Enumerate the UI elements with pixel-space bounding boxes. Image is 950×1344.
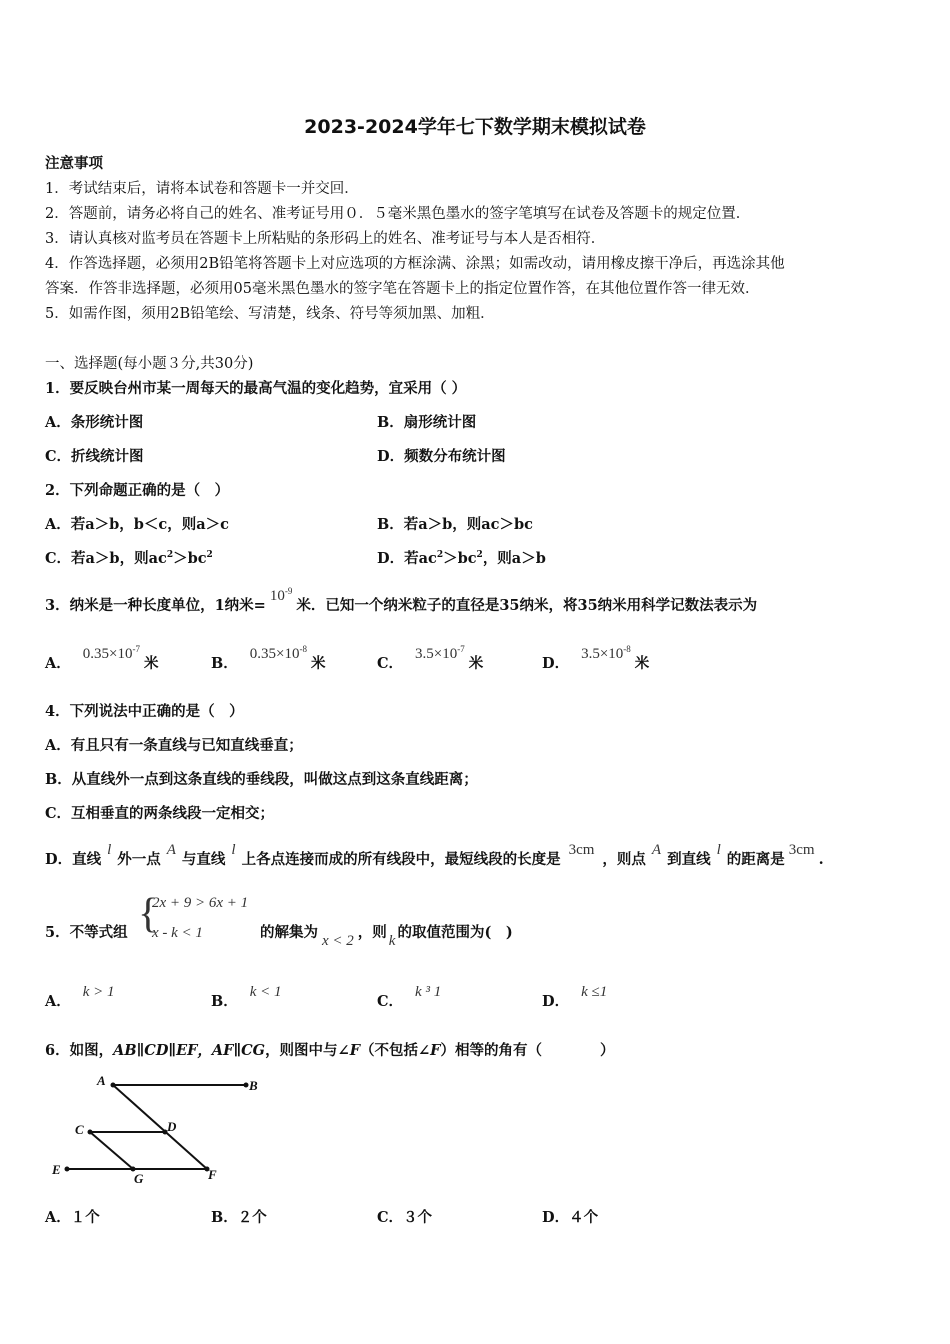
q1-option-a: A．条形统计图 bbox=[45, 414, 144, 431]
point-c bbox=[88, 1130, 93, 1135]
q5-stem: 的解集为 x < 2 ，则 k 的取值范围为( ) bbox=[260, 924, 513, 949]
q4-option-b: B．从直线外一点到这条直线的垂线段，叫做这点到这条直线距离； bbox=[45, 771, 478, 788]
q5-inequality-2: x - k < 1 bbox=[152, 925, 203, 941]
label-d: D bbox=[167, 1119, 177, 1134]
note-item: 5．如需作图，须用2B铅笔绘、写清楚，线条、符号等须加黑、加粗． bbox=[45, 306, 495, 322]
q4-option-c: C．互相垂直的两条线段一定相交； bbox=[45, 805, 275, 822]
point-e bbox=[65, 1167, 70, 1172]
label-g: G bbox=[134, 1171, 144, 1186]
q6-option-b: B．２个 bbox=[211, 1209, 267, 1226]
label-e: E bbox=[52, 1162, 61, 1177]
note-item: 3．请认真核对监考员在答题卡上所粘贴的条形码上的姓名、准考证号与本人是否相符． bbox=[45, 231, 606, 247]
q6-option-a: A．１个 bbox=[45, 1209, 100, 1226]
note-item: 1．考试结束后，请将本试卷和答题卡一并交回． bbox=[45, 181, 359, 197]
label-c: C bbox=[75, 1122, 84, 1137]
q4-option-d: D．直线l外一点A与直线l上各点连接而成的所有线段中，最短线段的长度是3cm，则点A到直线l的距离是3cm. bbox=[45, 842, 824, 868]
q6-figure bbox=[40, 1068, 280, 1188]
note-item: 答案．作答非选择题，必须用05毫米黑色墨水的签字笔在答题卡上的指定位置作答，在其他位置作答一律无效． bbox=[45, 281, 760, 297]
q2-option-c: C．若a＞b，则$ac^2>bc^2$ bbox=[45, 550, 213, 567]
point-b bbox=[244, 1083, 249, 1088]
notes-heading: 注意事项 bbox=[45, 155, 103, 172]
q5-option-c: C．k ³ 1 bbox=[377, 984, 442, 1010]
q2-option-a: A．若a＞b，b＜c，则a＞c bbox=[45, 516, 229, 533]
q3-option-b: B．$0.35\times 10^{-8}$米 bbox=[211, 644, 326, 672]
label-a: A bbox=[97, 1073, 106, 1088]
label-f: F bbox=[208, 1167, 217, 1182]
q5-inequality-1: 2x + 9 > 6x + 1 bbox=[152, 895, 249, 911]
q1-stem: 1．要反映台州市某一周每天的最高气温的变化趋势，宜采用（ ） bbox=[45, 380, 467, 397]
q2-option-d: D．若$ac^2>bc^2$，则a＞b bbox=[377, 550, 546, 567]
q3-option-a: A．$0.35\times 10^{-7}$米 bbox=[45, 644, 159, 672]
q5-option-a: A．k > 1 bbox=[45, 984, 115, 1010]
line-af bbox=[113, 1085, 207, 1169]
q1-option-c: C．折线统计图 bbox=[45, 448, 144, 465]
page-title: 2023-2024学年七下数学期末模拟试卷 bbox=[304, 116, 646, 138]
q3-stem: 3．纳米是一种长度单位，1纳米$=10^{-9}$米．已知一个纳米粒子的直径是35纳米，将35纳米用科学记数法表示为 bbox=[45, 586, 758, 614]
q5-option-d: D．k ≤1 bbox=[542, 984, 608, 1010]
point-a bbox=[111, 1083, 116, 1088]
q2-stem: 2．下列命题正确的是（ ） bbox=[45, 482, 230, 499]
note-item: 4．作答选择题，必须用2B铅笔将答题卡上对应选项的方框涂满、涂黑；如需改动，请用橡皮擦干净后，再选涂其他 bbox=[45, 256, 785, 272]
system-brace: { bbox=[138, 891, 159, 937]
q2-option-b: B．若a＞b，则ac＞bc bbox=[377, 516, 533, 533]
q5-label: 5．不等式组 bbox=[45, 924, 128, 941]
q3-option-c: C．$3.5\times 10^{-7}$米 bbox=[377, 644, 484, 672]
q6-option-d: D．４个 bbox=[542, 1209, 599, 1226]
note-item: 2．答题前，请务必将自己的姓名、准考证号用０．５毫米黑色墨水的签字笔填写在试卷及答题卡的规定位置． bbox=[45, 206, 751, 222]
q4-stem: 4．下列说法中正确的是（ ） bbox=[45, 703, 244, 720]
section-heading: 一、选择题(每小题３分,共30分) bbox=[45, 356, 254, 372]
q1-option-d: D．频数分布统计图 bbox=[377, 448, 506, 465]
q4-option-a: A．有且只有一条直线与已知直线垂直； bbox=[45, 737, 303, 754]
label-b: B bbox=[249, 1078, 258, 1093]
q3-option-d: D．$3.5\times 10^{-8}$米 bbox=[542, 644, 650, 672]
q5-option-b: B．k < 1 bbox=[211, 984, 282, 1010]
q6-option-c: C．３个 bbox=[377, 1209, 433, 1226]
q6-stem: 6．如图，AB∥CD∥EF，AF∥CG，则图中与∠F（不包括∠F）相等的角有（ ） bbox=[45, 1042, 615, 1059]
q1-option-b: B．扇形统计图 bbox=[377, 414, 477, 431]
line-cg bbox=[90, 1132, 133, 1169]
